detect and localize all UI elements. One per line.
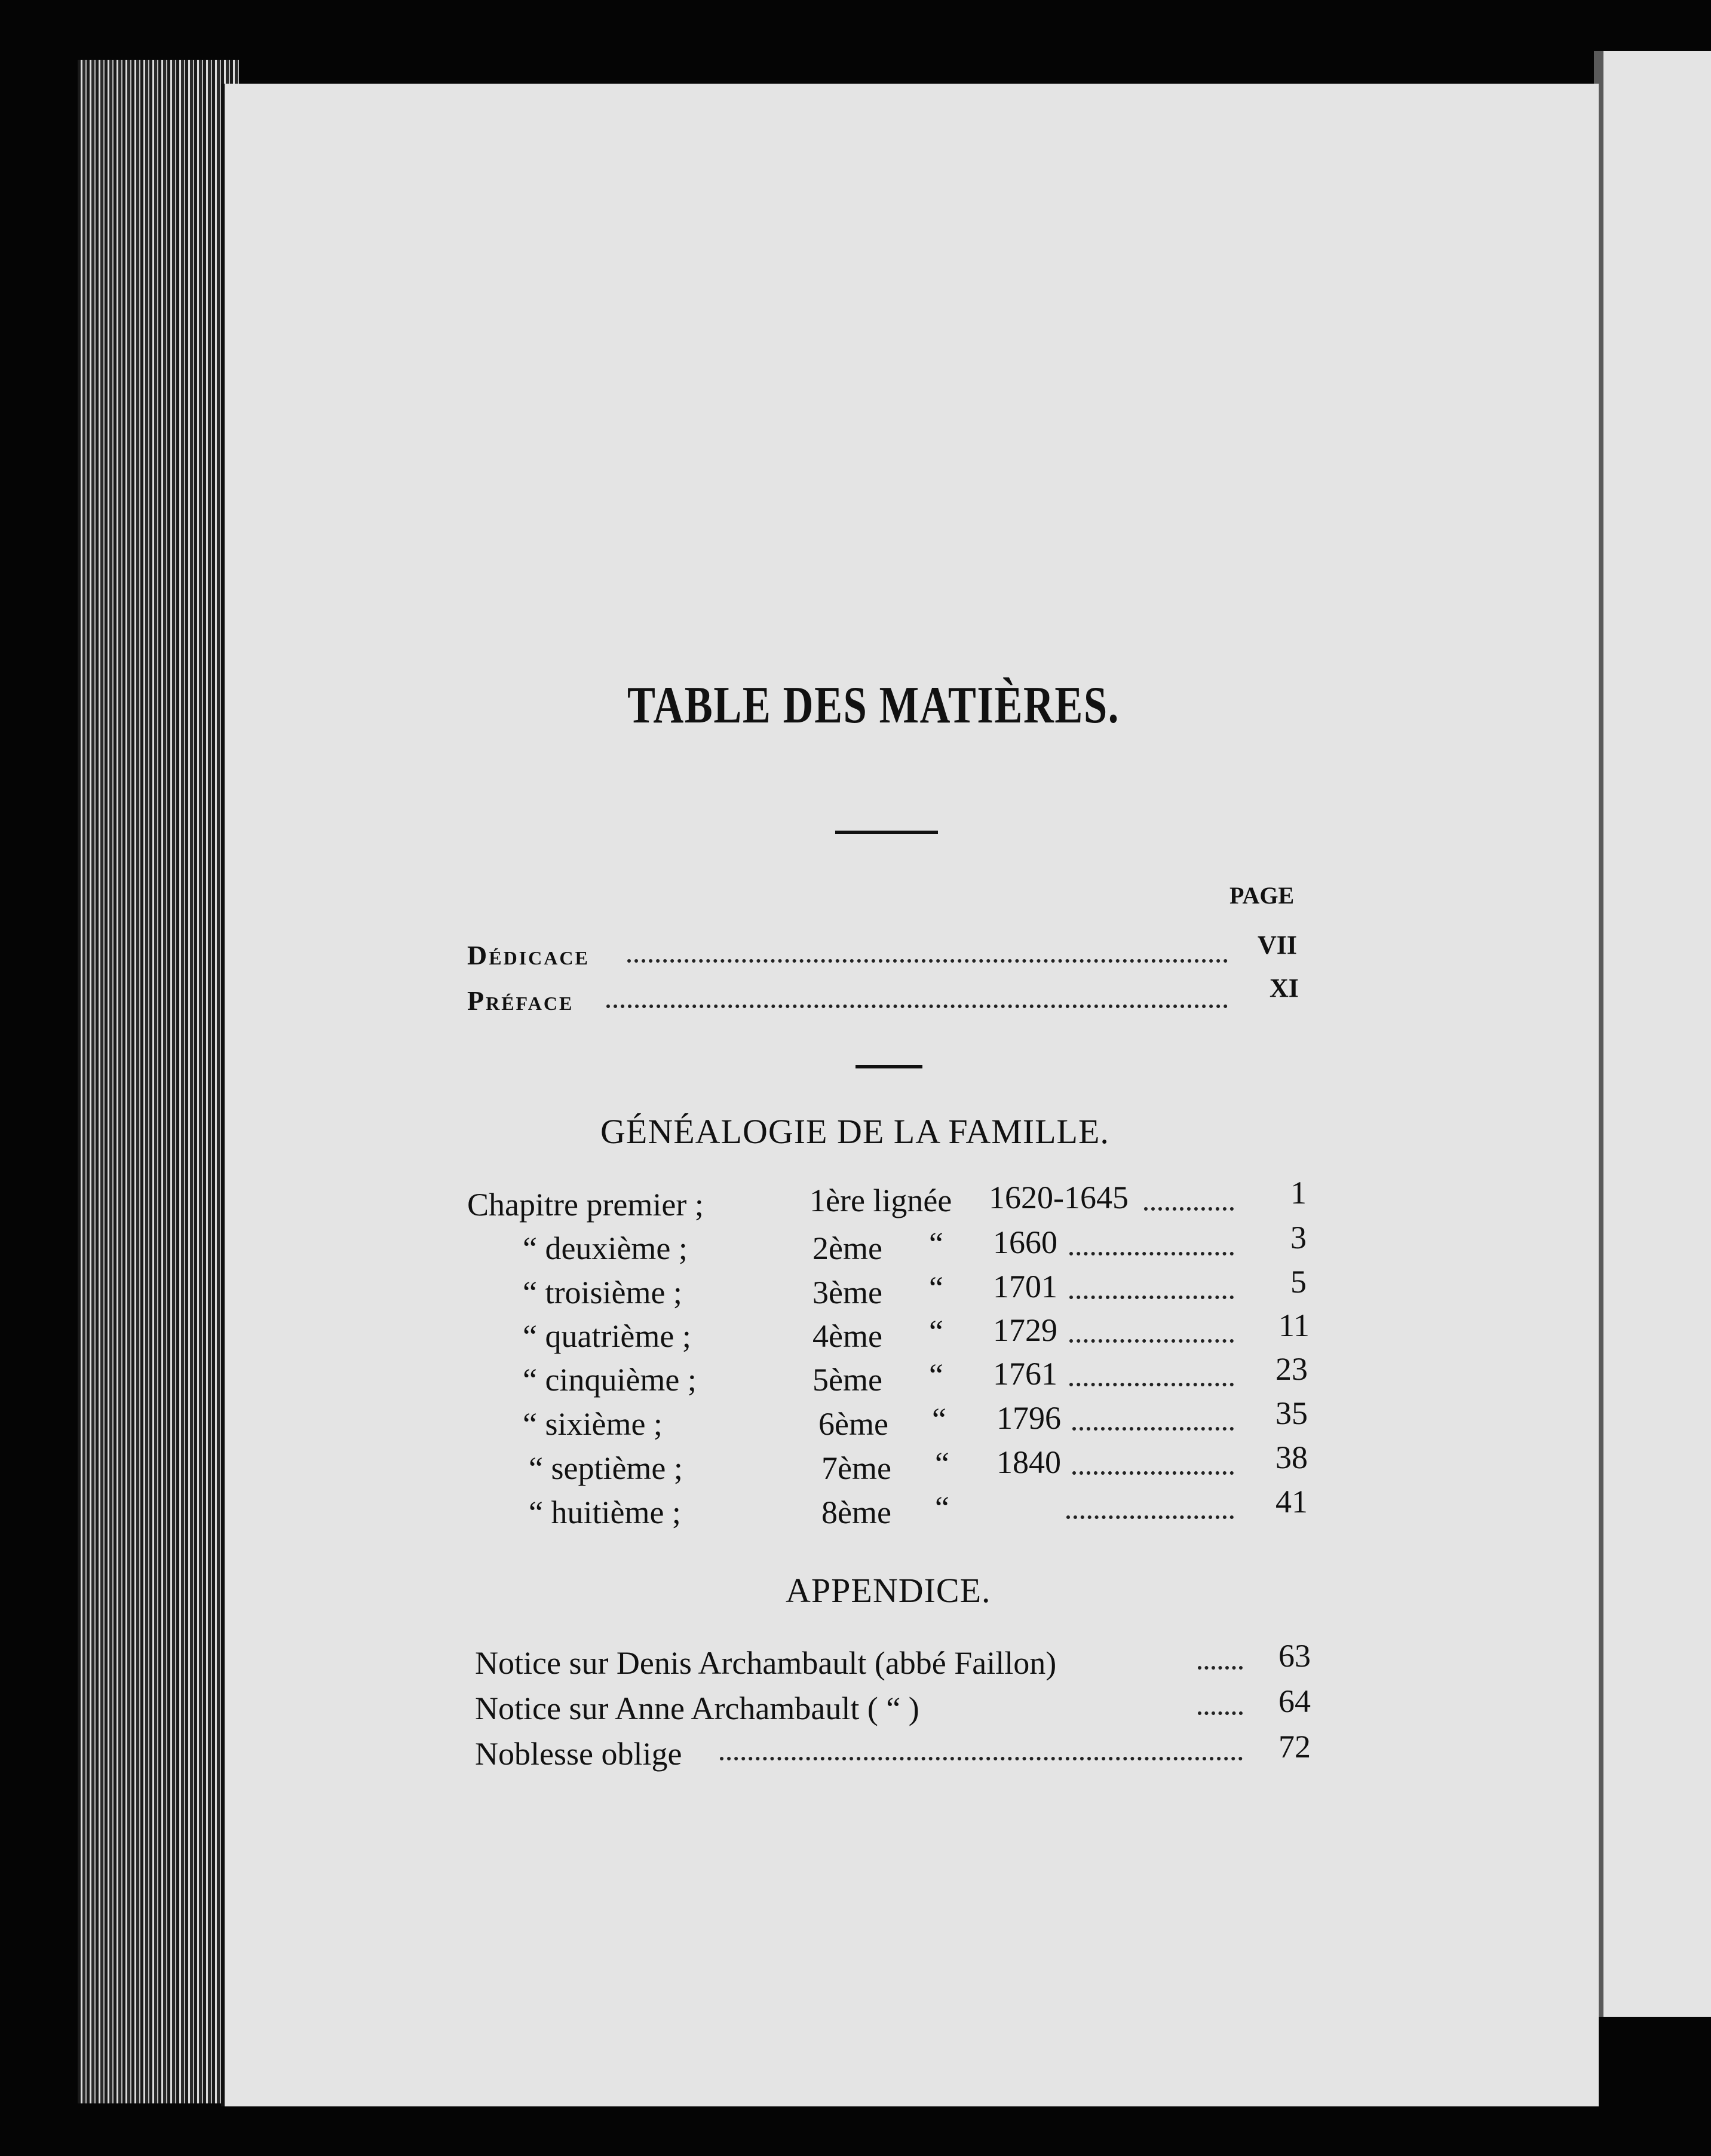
page-number: 1 — [1290, 1175, 1307, 1211]
appendix-page-noblesse: 72 — [1278, 1729, 1311, 1765]
chapter-label: “ troisième ; — [523, 1275, 682, 1310]
leader-dots — [1069, 1383, 1234, 1386]
years-label: 1620-1645 — [989, 1180, 1129, 1215]
leader-dots — [1069, 1252, 1234, 1255]
chapter-label: “ sixième ; — [523, 1406, 663, 1442]
ditto-mark: “ — [935, 1490, 949, 1526]
chapter-label: Chapitre premier ; — [467, 1187, 704, 1223]
lignee-label: 7ème — [821, 1450, 891, 1486]
leader-dots — [1072, 1471, 1234, 1475]
years-label: 1840 — [996, 1444, 1061, 1480]
years-label: 1761 — [993, 1356, 1057, 1392]
page-number: 35 — [1275, 1395, 1308, 1431]
leader-dots — [1069, 1296, 1234, 1299]
lignee-label: 5ème — [812, 1362, 882, 1398]
appendix-entry-anne: Notice sur Anne Archambault ( “ ) — [475, 1690, 919, 1726]
document-page — [221, 84, 1599, 2106]
page-number: 38 — [1275, 1440, 1308, 1475]
page-number: 41 — [1275, 1484, 1308, 1520]
lignee-label: 3ème — [812, 1275, 882, 1310]
chapter-label: “ quatrième ; — [523, 1318, 691, 1354]
leader-dots — [720, 1757, 1243, 1760]
genealogy-heading: GÉNÉALOGIE DE LA FAMILLE. — [600, 1112, 1109, 1151]
leader-dots — [1069, 1339, 1234, 1343]
page-column-header: PAGE — [1229, 882, 1295, 909]
toc-entry-dedicace: Dédicace — [467, 940, 590, 970]
page-number: 11 — [1278, 1307, 1310, 1343]
toc-page-preface: XI — [1270, 973, 1299, 1003]
toc-entry-preface: Préface — [467, 985, 574, 1016]
chapter-label: “ septième ; — [529, 1450, 683, 1486]
appendix-entry-noblesse: Noblesse oblige — [475, 1736, 682, 1772]
book-page-edges — [78, 60, 239, 2103]
appendix-page-anne: 64 — [1278, 1683, 1311, 1719]
ditto-mark: “ — [935, 1446, 949, 1481]
lignee-label: 1ère lignée — [809, 1183, 952, 1218]
title-rule — [835, 831, 938, 834]
leader-dots — [1198, 1666, 1243, 1670]
leader-dots — [1066, 1515, 1234, 1519]
lignee-label: 6ème — [818, 1406, 888, 1442]
appendix-heading: APPENDICE. — [786, 1571, 991, 1610]
section-rule — [856, 1065, 922, 1068]
leader-dots — [1198, 1711, 1243, 1715]
lignee-label: 2ème — [812, 1230, 882, 1266]
lignee-label: 8ème — [821, 1494, 891, 1530]
years-label: 1701 — [993, 1269, 1057, 1304]
leader-dots — [606, 1004, 1228, 1008]
ditto-mark: “ — [929, 1357, 943, 1393]
ditto-mark: “ — [929, 1270, 943, 1306]
leader-dots — [1144, 1207, 1234, 1211]
page-title: TABLE DES MATIÈRES. — [627, 676, 1120, 734]
years-label: 1729 — [993, 1312, 1057, 1348]
page-number: 5 — [1290, 1264, 1307, 1300]
appendix-entry-denis: Notice sur Denis Archambault (abbé Faillon) — [475, 1645, 1057, 1681]
facing-page — [1594, 51, 1711, 2017]
chapter-label: “ deuxième ; — [523, 1230, 688, 1266]
ditto-mark: “ — [929, 1313, 943, 1349]
page-number: 3 — [1290, 1220, 1307, 1255]
years-label: 1796 — [996, 1400, 1061, 1436]
lignee-label: 4ème — [812, 1318, 882, 1354]
ditto-mark: “ — [929, 1226, 943, 1261]
chapter-label: “ huitième ; — [529, 1494, 681, 1530]
ditto-mark: “ — [932, 1401, 946, 1437]
page-number: 23 — [1275, 1351, 1308, 1387]
leader-dots — [1072, 1427, 1234, 1431]
years-label: 1660 — [993, 1224, 1057, 1260]
appendix-page-denis: 63 — [1278, 1638, 1311, 1674]
toc-page-dedicace: VII — [1258, 930, 1298, 960]
leader-dots — [627, 959, 1228, 963]
chapter-label: “ cinquième ; — [523, 1362, 697, 1398]
